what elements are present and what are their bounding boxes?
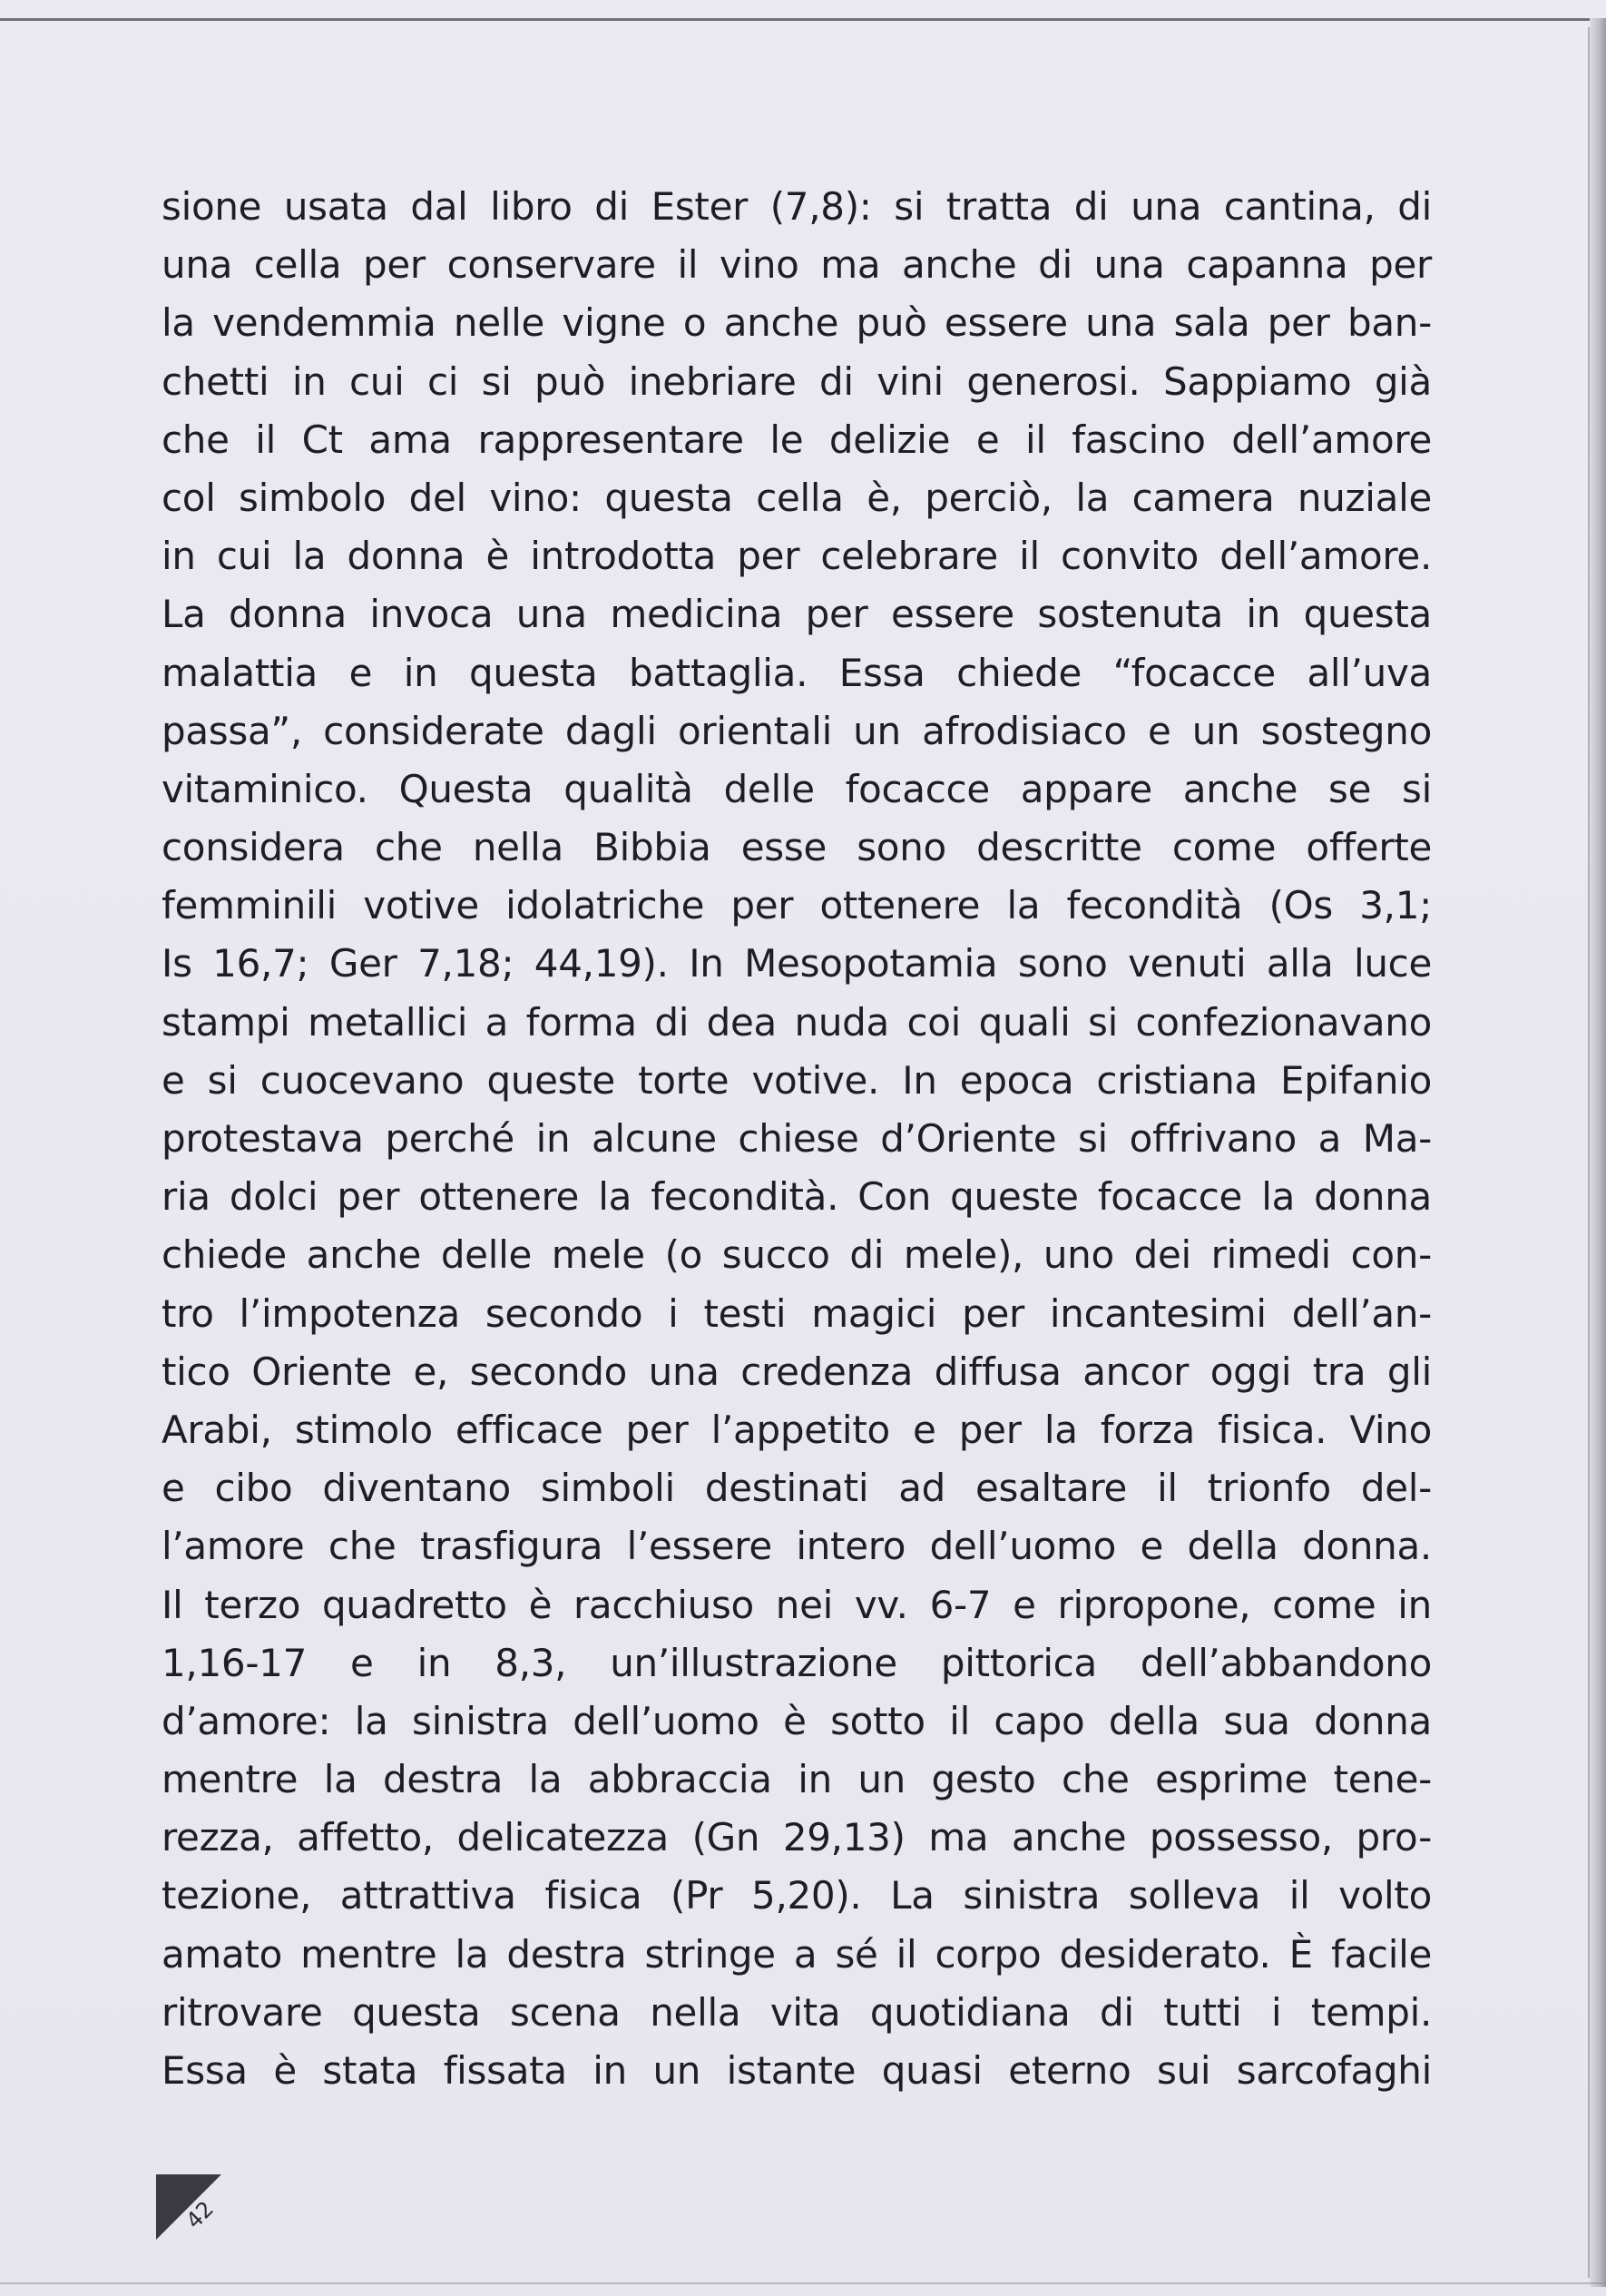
text-line: vitaminico. Questa qualità delle focacce appare anche se si [162, 766, 1432, 811]
text-line: Arabi, stimolo efficace per l’appetito e per la forza fisica. Vino [162, 1407, 1432, 1452]
text-line: tezione, attrattiva fisica (Pr 5,20). La sinistra solleva il volto [162, 1873, 1432, 1918]
text-line: amato mentre la destra stringe a sé il corpo desiderato. È facile [162, 1931, 1432, 1977]
text-line: tro l’impotenza secondo i testi magici per incantesimi dell’an- [162, 1290, 1432, 1336]
text-line: che il Ct ama rappresentare le delizie e il fascino dell’amore [162, 417, 1432, 462]
text-line: passa”, considerate dagli orientali un afrodisiaco e un sostegno [162, 708, 1432, 753]
text-line: sione usata dal libro di Ester (7,8): si tratta di una cantina, di [162, 184, 1432, 229]
text-line: la vendemmia nelle vigne o anche può essere una sala per ban- [162, 300, 1432, 346]
page-number-corner-mark [152, 2171, 225, 2243]
page-top-edge [0, 18, 1606, 21]
text-line: col simbolo del vino: questa cella è, perciò, la camera nuziale [162, 475, 1432, 520]
text-line: protestava perché in alcune chiese d’Oriente si offrivano a Ma- [162, 1116, 1432, 1161]
text-line: considera che nella Bibbia esse sono descritte come offerte [162, 825, 1432, 870]
page-number: 42 [181, 2195, 219, 2234]
page-bottom-edge [0, 2282, 1606, 2284]
page-right-shadow [1590, 18, 1606, 2287]
text-line: ritrovare questa scena nella vita quotidiana di tutti i tempi. [162, 1989, 1432, 2035]
text-line: stampi metallici a forma di dea nuda coi quali si confezionavano [162, 999, 1432, 1045]
body-text [162, 178, 1432, 2100]
text-line: in cui la donna è introdotta per celebrare il convito dell’amore. [162, 534, 1432, 579]
text-line: Il terzo quadretto è racchiuso nei vv. 6-7 e ripropone, come in [162, 1582, 1432, 1627]
text-line: ria dolci per ottenere la fecondità. Con queste focacce la donna [162, 1174, 1432, 1220]
text-line: e si cuocevano queste torte votive. In epoca cristiana Epifanio [162, 1057, 1432, 1103]
text-line: d’amore: la sinistra dell’uomo è sotto il capo della sua donna [162, 1698, 1432, 1743]
text-line: mentre la destra la abbraccia in un gesto che esprime tene- [162, 1757, 1432, 1802]
text-line: rezza, affetto, delicatezza (Gn 29,13) ma anche possesso, pro- [162, 1815, 1432, 1860]
text-line: Essa è stata fissata in un istante quasi eterno sui sarcofaghi [162, 2048, 1432, 2093]
text-line: 1,16-17 e in 8,3, un’illustrazione pittorica dell’abbandono [162, 1640, 1432, 1685]
text-line: tico Oriente e, secondo una credenza diffusa ancor oggi tra gli [162, 1349, 1432, 1394]
text-line: La donna invoca una medicina per essere sostenuta in questa [162, 592, 1432, 637]
text-line: chiede anche delle mele (o succo di mele), uno dei rimedi con- [162, 1232, 1432, 1278]
text-line: e cibo diventano simboli destinati ad esaltare il trionfo del- [162, 1466, 1432, 1511]
text-line: Is 16,7; Ger 7,18; 44,19). In Mesopotamia sono venuti alla luce [162, 941, 1432, 986]
text-line: una cella per conservare il vino ma anche di una capanna per [162, 242, 1432, 288]
text-line: chetti in cui ci si può inebriare di vini generosi. Sappiamo già [162, 358, 1432, 404]
text-line: l’amore che trasfigura l’essere intero dell’uomo e della donna. [162, 1524, 1432, 1569]
text-line: femminili votive idolatriche per ottenere la fecondità (Os 3,1; [162, 883, 1432, 928]
text-line: malattia e in questa battaglia. Essa chiede “focacce all’uva [162, 650, 1432, 695]
